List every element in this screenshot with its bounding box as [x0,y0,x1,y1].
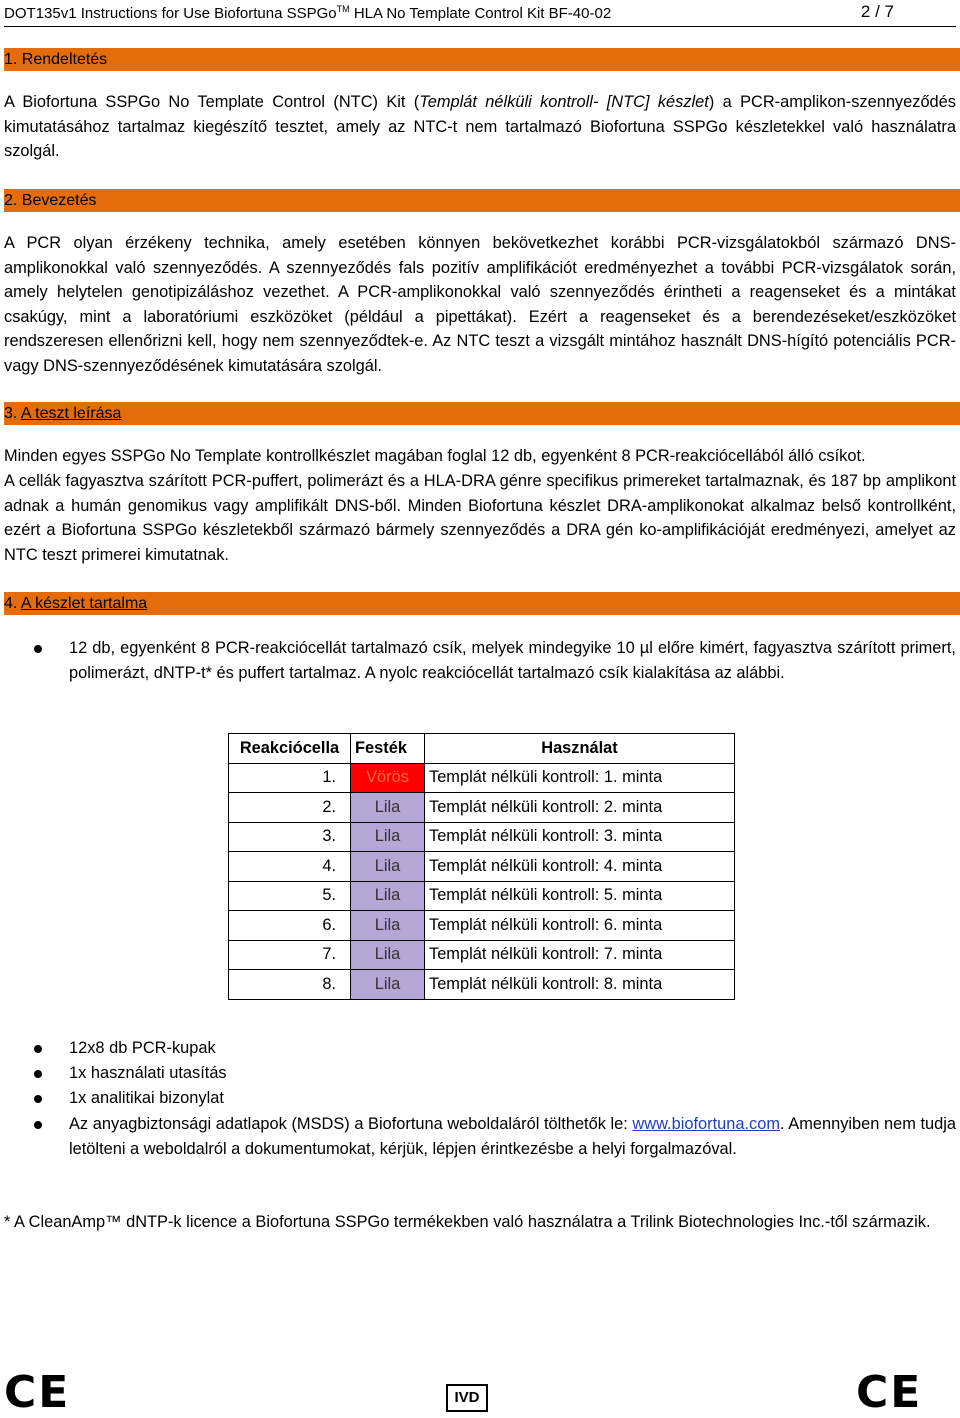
table-cell-dye: Lila [351,940,425,970]
section-3-heading: 3. A teszt leírása [4,402,960,425]
table-cell-number: 7. [229,940,351,970]
section-2-heading: 2. Bevezetés [4,189,960,212]
table-cell-use: Templát nélküli kontroll: 5. minta [425,881,735,911]
bullet-icon [34,645,42,653]
table-cell-number: 8. [229,970,351,1000]
table-cell-dye: Lila [351,911,425,941]
page-header [4,2,956,27]
table-row [229,793,735,823]
list-item [4,1086,956,1111]
table-cell-dye: Lila [351,793,425,823]
table-cell-use: Templát nélküli kontroll: 4. minta [425,852,735,882]
website-link[interactable]: www.biofortuna.com [632,1115,781,1133]
table-cell-use: Templát nélküli kontroll: 8. minta [425,970,735,1000]
section-3-paragraph-1: Minden egyes SSPGo No Template kontrollkészlet magában foglal 12 db, egyenként 8 PCR-reakciócellából álló csíkot. [4,447,866,465]
table-row [229,852,735,882]
table-cell-number: 5. [229,881,351,911]
table-row [229,881,735,911]
list-item-text: 1x használati utasítás [69,1064,227,1082]
table-cell-use: Templát nélküli kontroll: 2. minta [425,793,735,823]
table-cell-dye: Lila [351,970,425,1000]
bullet-icon [34,1095,42,1103]
table-cell-number: 2. [229,793,351,823]
table-cell-use: Templát nélküli kontroll: 1. minta [425,763,735,793]
table-cell-number: 1. [229,763,351,793]
reaction-cell-table [228,733,735,1000]
column-header-cell: Reakciócella [229,734,351,764]
section-2-paragraph: A PCR olyan érzékeny technika, amely esetében könnyen bekövetkezhet korábbi PCR-vizsgálatokból származó DNS-amplikonokkal való szennyeződés. A szennyeződés fals pozitív amplifikációt eredményezhet a további PCR-vizsgálatok során, amely helytelen genotipizáláshoz vezethet. A PCR-amplikonokkal való szennyeződés érintheti a reagenseket és a mintákat csakúgy, mint a laboratóriumi eszközöket (például a pipettákat). Ezért a reagenseket és a berendezéseket/eszközöket rendszeresen ellenőrizni kell, hogy nem szennyeződtek-e. Az NTC teszt a vizsgált mintához használt DNS-hígító potenciális PCR- vagy DNS-szennyeződésének kimutatására szolgál. [4,234,956,375]
ivd-mark-icon: IVD [446,1384,488,1412]
table-cell-dye: Lila [351,822,425,852]
table-cell-number: 6. [229,911,351,941]
column-header-dye: Festék [351,734,425,764]
section-1-paragraph: A Biofortuna SSPGo No Template Control (NTC) Kit (Templát nélküli kontroll- [NTC] készlet) a PCR-amplikon-szennyeződés kimutatásához tartalmaz kiegészítő tesztet, amely az NTC-t nem tartalmazó Biofortuna SSPGo készletekkel való használatra szolgál. [4,93,956,160]
section-1-heading: 1. Rendeltetés [4,48,960,71]
bullet-icon [34,1045,42,1053]
table-cell-number: 4. [229,852,351,882]
list-item [4,1036,956,1061]
list-item-text: 1x analitikai bizonylat [69,1089,224,1107]
table-row [229,970,735,1000]
list-item-text: 12x8 db PCR-kupak [69,1039,216,1057]
table-row [229,822,735,852]
table-header-row [229,734,735,764]
column-header-use: Használat [425,734,735,764]
list-item-text: Az anyagbiztonsági adatlapok (MSDS) a Biofortuna weboldaláról tölthetők le: www.biofortuna.com. Amennyiben nem tudja letölteni a weboldalról a dokumentumokat, kérjük, lépjen érintkezésbe a helyi forgalmazóval. [69,1115,956,1158]
page-number: 2 / 7 [860,2,894,21]
list-item-text: 12 db, egyenként 8 PCR-reakciócellát tartalmazó csík, melyek mindegyike 10 µl előre kimért, fagyasztva szárított primert, polimerázt, dNTP-t* és puffert tartalmaz. A nyolc reakciócellát tartalmazó csík kialakítása az alábbi. [69,639,956,682]
table-cell-dye: Lila [351,881,425,911]
ce-mark-icon: CE [4,1367,71,1418]
table-cell-dye: Lila [351,852,425,882]
footnote: * A CleanAmp™ dNTP-k licence a Biofortuna SSPGo termékekben való használatra a Trilink Biotechnologies Inc.-től származik. [4,1213,931,1231]
bullet-icon [34,1121,42,1129]
section-3-paragraph-2: A cellák fagyasztva szárított PCR-puffert, polimerázt és a HLA-DRA génre specifikus primereket tartalmaznak, és 187 bp amplikont adnak a humán genomikus vagy amplifikált DNS-ből. Minden Biofortuna készlet DRA-amplikonokat alkalmaz belső kontrollként, ezért a Biofortuna SSPGo készletekből származó bármely szennyeződés a DRA gén ko-amplifikációját eredményezi, amelyet az NTC teszt primerei kimutatnak. [4,472,956,564]
section-4-heading: 4. A készlet tartalma [4,592,960,615]
table-cell-use: Templát nélküli kontroll: 3. minta [425,822,735,852]
document-title: DOT135v1 Instructions for Use Biofortuna SSPGo™ HLA No Template Control Kit BF-40-02 [4,4,612,22]
table-cell-use: Templát nélküli kontroll: 6. minta [425,911,735,941]
list-item [4,636,956,712]
table-cell-number: 3. [229,822,351,852]
table-cell-use: Templát nélküli kontroll: 7. minta [425,940,735,970]
table-row [229,763,735,793]
table-row [229,911,735,941]
list-item [4,1061,956,1086]
table-row [229,940,735,970]
table-cell-dye: Vörös [351,763,425,793]
ce-mark-icon: CE [856,1367,923,1418]
list-item [4,1112,956,1188]
bullet-icon [34,1070,42,1078]
